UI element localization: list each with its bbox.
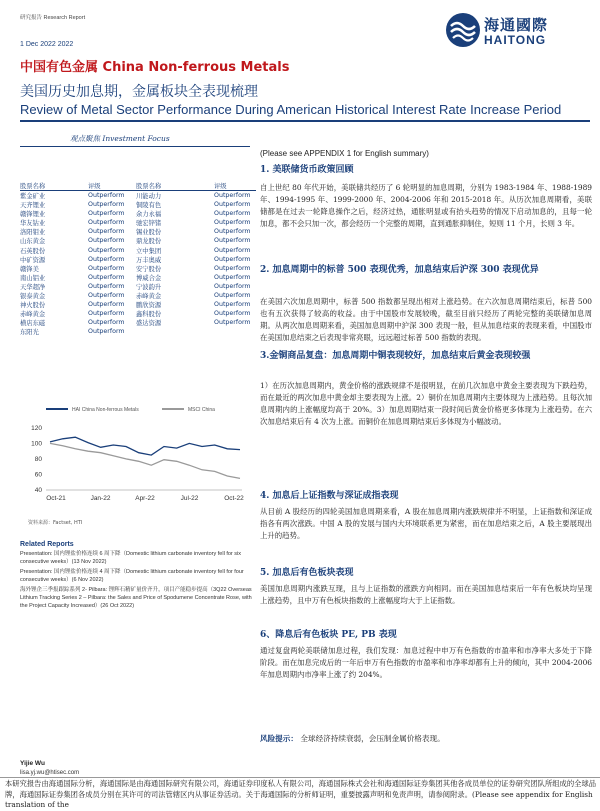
legend-label: MSCI China	[188, 407, 215, 413]
rating-cell: Outperform	[88, 301, 125, 309]
related-report-item[interactable]: Presentation: 国内锂盐价格连续 4 周下降（Domestic lithium carbonate inventory fell for four consecutive weeks）(6 Nov 2022)	[20, 568, 244, 584]
rating-cell: Outperform	[214, 319, 251, 327]
section-body: 美国加息周期内涨跌互现，且与上证指数的涨跌方向相同。而在美国加息结束后一年有色板块均呈现上涨趋势，且中万有色板块指数的上涨幅度均大于上证指数。	[260, 584, 592, 605]
stock-name-cell	[136, 327, 214, 336]
table-header-cell: 评级	[88, 181, 136, 191]
section-body: 在美国六次加息周期中，标普 500 指数都呈现出相对上涨趋势。在六次加息周期结束后，标普 500 也有五次获得了较高的收益。由于中国股市发展较晚，截至目前只经历了两轮完整的美联储加息周期。从两次加息周期来看，美国加息周期中沪深 300 表现一般，但从加息结束的表现来看，中国股市在美国加息结束之后表现非常亮眼，远远超过标普 500 指数的表现。	[260, 297, 592, 342]
section-body: 通过复盘两轮美联储加息过程，我们发现：加息过程中申万有色指数的市盈率和市净率大多处于下降阶段。而在加息完成后的一年后申万有色指数的市盈率和市净率却都有上升的倾向，其中 2004-2006 年加息周期内市净率上涨了约 204%。	[260, 646, 592, 679]
table-row	[20, 282, 256, 291]
rating-cell: Outperform	[214, 192, 251, 199]
table-row	[20, 236, 256, 245]
risk-note	[260, 733, 592, 744]
stock-name-cell: 赤峰黄金	[20, 311, 46, 319]
table-row	[20, 264, 256, 273]
table-row	[20, 327, 256, 336]
y-tick-label: 60	[34, 471, 42, 479]
rating-cell: Outperform	[214, 264, 251, 272]
x-tick-label: Oct-22	[224, 495, 244, 502]
focus-divider	[20, 146, 250, 147]
stock-name-cell: 安宁股份	[136, 265, 162, 273]
table-row	[20, 227, 256, 236]
appendix-note: (Please see APPENDIX 1 for English summary)	[260, 149, 429, 158]
brand-name-cn: 海通國際	[484, 16, 549, 34]
y-tick-label: 40	[34, 487, 42, 494]
risk-text: 全球经济持续衰弱，会压制金属价格表现。	[300, 734, 445, 743]
performance-chart	[20, 402, 256, 514]
related-report-item[interactable]: Presentation: 国内锂盐价格连续 6 周下降（Domestic lithium carbonate inventory fell for six consecutive weeks）(13 Nov 2022)	[20, 551, 241, 566]
rating-cell: Outperform	[88, 255, 125, 263]
report-title-en: Review of Metal Sector Performance During American Historical Interest Rate Increase Period	[20, 102, 562, 117]
y-tick-label: 120	[31, 424, 42, 432]
table-row	[20, 273, 256, 282]
investment-focus-label: 观点聚焦 Investment Focus	[70, 134, 170, 143]
related-report-item[interactable]: 海外锂企三季报跟踪系列 2- Pilbara: 锂辉石精矿量价齐升，项目产能稳步提高（3Q22 Overseas Lithium Tracking Series 2 – Pilbara: the Sales and Price of Spodumene Concentrate Rose, with the Project Capacity Increased）(26 Oct 2022)	[20, 586, 252, 610]
table-row	[20, 309, 256, 318]
y-tick-label: 80	[34, 455, 42, 463]
stock-name-cell: 川能动力	[136, 193, 162, 200]
rating-cell: Outperform	[88, 310, 125, 318]
stock-name-cell: 山东黄金	[20, 238, 46, 246]
rating-cell: Outperform	[88, 228, 125, 236]
table-row	[20, 291, 256, 300]
table-row	[20, 200, 256, 209]
author-email[interactable]: lisa.yj.wu@htisec.com	[20, 770, 80, 776]
section-heading: 3.金铜商品复盘：加息周期中铜表现较好，加息结束后黄金表现较强	[260, 351, 531, 361]
author-block	[20, 760, 79, 776]
related-reports-title: Related Reports	[20, 541, 74, 548]
table-row	[20, 218, 256, 227]
stock-name-cell: 赣锋美	[20, 265, 39, 273]
stock-name-cell: 赤峰黄金	[136, 292, 162, 300]
rating-cell: Outperform	[214, 246, 251, 254]
sector-title: 中国有色金属 China Non-ferrous Metals	[20, 60, 290, 75]
table-row	[20, 318, 256, 327]
stock-name-cell: 南山铝业	[20, 274, 46, 282]
stock-name-cell: 驰宏锌锗	[136, 220, 162, 228]
section-heading: 2. 加息周期中的标普 500 表现优秀，加息结束后沪深 300 表现优异	[260, 265, 539, 275]
rating-cell: Outperform	[214, 310, 251, 318]
rating-cell: Outperform	[88, 219, 125, 227]
rating-cell: Outperform	[214, 228, 251, 236]
stock-name-cell: 赣锋锂业	[20, 211, 46, 219]
stock-name-cell: 鹏欣资源	[136, 302, 162, 310]
table-header-cell: 股票名称	[136, 181, 214, 191]
x-tick-label: Jan-22	[90, 495, 111, 502]
rating-cell: Outperform	[88, 264, 125, 272]
rating-cell: Outperform	[214, 210, 251, 218]
report-title-cn: 美国历史加息期，金属板块全表现梳理	[20, 84, 258, 100]
stock-name-cell: 盛达资源	[136, 320, 162, 328]
table-row	[20, 209, 256, 218]
table-header-row	[20, 181, 256, 191]
stock-name-cell: 天齐锂业	[20, 202, 46, 210]
table-row	[20, 245, 256, 254]
ratings-table	[20, 181, 256, 336]
rating-cell: Outperform	[214, 237, 251, 245]
rating-cell: Outperform	[88, 291, 125, 299]
stock-name-cell: 银泰黄金	[20, 292, 46, 300]
section-heading: 4. 加息后上证指数与深证成指表现	[260, 491, 399, 501]
risk-label: 风险提示：	[260, 734, 298, 743]
section-heading: 5. 加息后有色板块表现	[260, 568, 354, 578]
rating-cell: Outperform	[214, 291, 251, 299]
stock-name-cell: 立中集团	[136, 247, 162, 255]
table-row	[20, 191, 256, 201]
rating-cell: Outperform	[88, 192, 125, 199]
stock-name-cell: 鼎龙股份	[136, 238, 162, 246]
rating-cell: Outperform	[88, 237, 125, 245]
stock-name-cell: 鑫科股份	[136, 311, 162, 319]
chart-source: 资料来源：Factset, HTI	[28, 520, 83, 526]
section-heading: 1. 美联储货币政策回顾	[260, 165, 354, 175]
rating-cell: Outperform	[88, 273, 125, 281]
stock-name-cell: 东阳光	[20, 329, 39, 337]
x-tick-label: Jul-22	[180, 495, 199, 502]
report-type: 研究报告 Research Report	[20, 15, 86, 21]
legend-label: HAI China Non-ferrous Metals	[72, 407, 139, 413]
section-body: 从目前 A 股经历的四轮美国加息周期来看，A 股在加息周期内涨跌规律并不明显，上证指数和深证成指各有两次涨跌。中国 A 股的发展与国内大环境联系更为紧密，而在加息结束之后，A 股主要展现出上升的趋势。	[260, 507, 592, 540]
table-header-cell: 评级	[214, 181, 256, 191]
stock-name-cell: 铜陵有色	[136, 202, 162, 210]
series-line	[50, 443, 240, 478]
stock-name-cell: 石英股份	[20, 247, 46, 255]
stock-name-cell: 横店东磁	[20, 320, 46, 328]
stock-name-cell: 余力永福	[136, 211, 162, 219]
rating-cell: Outperform	[88, 210, 125, 218]
stock-name-cell: 天华超净	[20, 283, 46, 291]
stock-name-cell: 宁波韵升	[136, 283, 162, 291]
disclaimer-footer: 本研究报告由海通国际分析，海通国际是由海通国际研究有限公司，海通证券印度私人有限公司，海通国际株式会社和海通国际证券集团其他各成员单位的证券研究团队所组成的全球品牌，海通国际证券集团各成员分别在其许可的司法管辖区内从事证券活动。关于海通国际的分析师证明，重要披露声明和免责声明，请参阅附录。(Please see appendix for English translation of the	[5, 779, 597, 809]
related-reports	[20, 541, 256, 612]
title-divider	[20, 120, 590, 122]
y-tick-label: 100	[31, 440, 42, 448]
rating-cell: Outperform	[214, 301, 251, 309]
section-heading: 6、降息后有色板块 PE, PB 表现	[260, 630, 397, 640]
table-row	[20, 300, 256, 309]
rating-cell: Outperform	[214, 201, 251, 209]
stock-name-cell: 万丰奥威	[136, 256, 162, 264]
rating-cell: Outperform	[214, 282, 251, 290]
stock-name-cell: 紫金矿业	[20, 193, 46, 200]
stock-name-cell: 锡业股份	[136, 229, 162, 237]
stock-name-cell: 中矿资源	[20, 256, 46, 264]
table-row	[20, 255, 256, 264]
rating-cell: Outperform	[88, 282, 125, 290]
stock-name-cell: 神火股份	[20, 302, 46, 310]
section-body: 自上世纪 80 年代开始，美联储共经历了 6 轮明显的加息周期，分别为 1983-1984 年、1988-1989 年、1994-1995 年、1999-2000 年、2004-2006 年和 2015-2018 年。从历次加息周期看，美联储都是在过去一轮降息操作之后，经济过热，通胀明显或有抬头趋势的情况下启动加息的，且每一轮加息，都不会只加一次，都会经历一个完整的周期，直到通胀抑制住，短则 11 个月，长则 3 年。	[260, 183, 592, 228]
table-header-cell: 股票名称	[20, 181, 88, 191]
rating-cell: Outperform	[214, 219, 251, 227]
rating-cell: Outperform	[214, 255, 251, 263]
x-tick-label: Apr-22	[135, 495, 155, 502]
rating-cell: Outperform	[88, 246, 125, 254]
section-body: 1）在历次加息周期内，黄金价格的涨跌规律不是很明显，在前几次加息中黄金主要表现为下跌趋势，而在最近的两次加息中黄金却主要表现为上涨。2）铜价在加息周期内主要体现为上涨趋势。且每次加息周期内的上涨幅度均高于 20%。3）加息周期结束一段时间后黄金价格更多体现为上涨趋势。在六次加息结束后有 4 次为上涨。而铜价在加息周期结束后多体现为小幅波动。	[260, 381, 592, 426]
report-date: 1 Dec 2022 2022	[20, 41, 74, 48]
stock-name-cell: 博威合金	[136, 274, 162, 282]
footer-divider	[0, 777, 600, 778]
rating-cell: Outperform	[88, 201, 125, 209]
series-line	[50, 437, 240, 455]
brand-name-en: HAITONG	[484, 33, 547, 47]
x-tick-label: Oct-21	[46, 495, 66, 502]
author-name: Yijie Wu	[20, 760, 45, 767]
rating-cell: Outperform	[88, 319, 125, 327]
rating-cell: Outperform	[214, 273, 251, 281]
stock-name-cell: 华友钴业	[20, 220, 46, 228]
stock-name-cell: 洛阳钼业	[20, 229, 46, 237]
rating-cell: Outperform	[88, 328, 125, 336]
rating-cell	[214, 327, 256, 336]
